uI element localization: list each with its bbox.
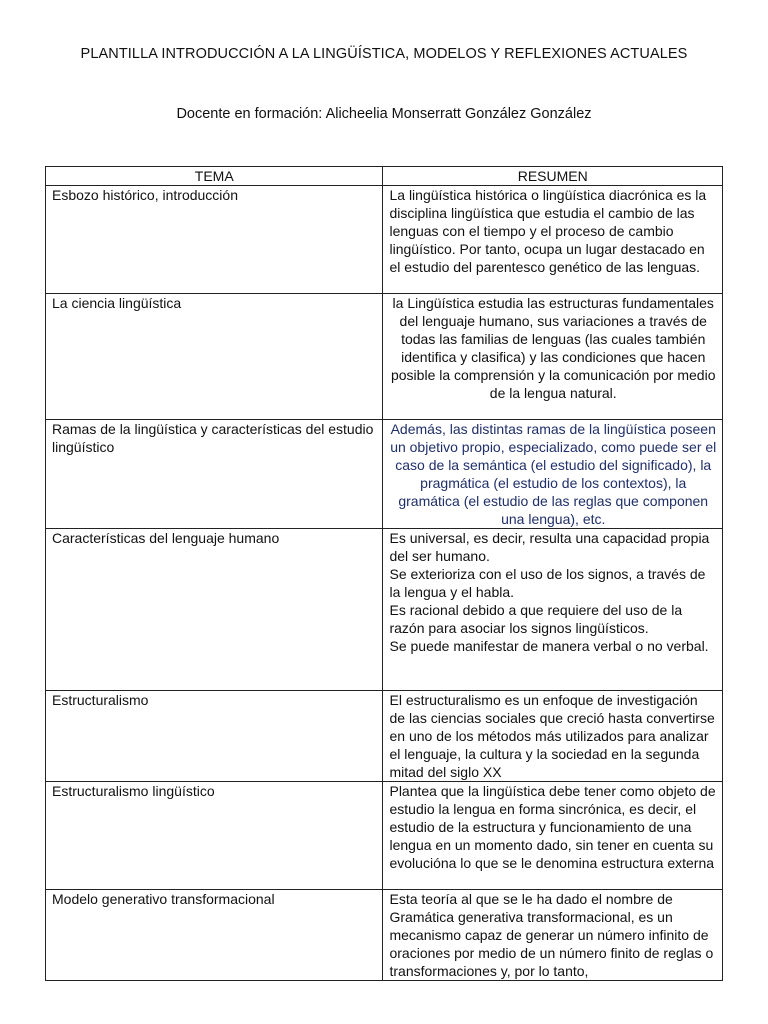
summary-cell: la Lingüística estudia las estructuras fundamentales del lenguaje humano, sus variaciones a través de todas las familias de lenguas (las cuales también identifica y clasifica) y las condiciones que hacen posible la comprensión y la comunicación por medio de la lengua natural. (383, 294, 723, 420)
summary-table (45, 166, 723, 981)
topic-cell: Estructuralismo (46, 691, 383, 782)
table-row (46, 420, 723, 529)
table-row (46, 294, 723, 420)
table-row (46, 890, 723, 981)
header-topic: TEMA (46, 167, 383, 186)
topic-cell: Estructuralismo lingüístico (46, 782, 383, 890)
table-row (46, 691, 723, 782)
summary-cell: Además, las distintas ramas de la lingüística poseen un objetivo propio, especializado, como puede ser el caso de la semántica (el estudio del significado), la pragmática (el estudio de los contextos), la gramática (el estudio de las reglas que componen una lengua), etc. (383, 420, 723, 529)
summary-line: Es universal, es decir, resulta una capacidad propia del ser humano. (389, 530, 710, 564)
summary-cell: Plantea que la lingüística debe tener como objeto de estudio la lengua en forma sincrónica, es decir, el estudio de la estructura y funcionamiento de una lengua en un momento dado, sin tener en cuenta su evolucióna lo que se le denomina estructura externa (383, 782, 723, 890)
table-row (46, 782, 723, 890)
summary-cell: El estructuralismo es un enfoque de investigación de las ciencias sociales que creció hasta convertirse en uno de los métodos más utilizados para analizar el lenguaje, la cultura y la sociedad en la segunda mitad del siglo XX (383, 691, 723, 782)
summary-line: Se exterioriza con el uso de los signos, a través de la lengua y el habla. (389, 566, 706, 600)
summary-line: Es racional debido a que requiere del uso de la razón para asociar los signos lingüísticos. (389, 602, 683, 636)
topic-cell: Modelo generativo transformacional (46, 890, 383, 981)
topic-cell: La ciencia lingüística (46, 294, 383, 420)
table-row (46, 186, 723, 294)
table-row (46, 529, 723, 691)
topic-cell: Ramas de la lingüística y características del estudio lingüístico (46, 420, 383, 529)
topic-cell: Características del lenguaje humano (46, 529, 383, 691)
summary-cell: La lingüística histórica o lingüística diacrónica es la disciplina lingüística que estudia el cambio de las lenguas con el tiempo y el proceso de cambio lingüístico. Por tanto, ocupa un lugar destacado en el estudio del parentesco genético de las lenguas. (383, 186, 723, 294)
table-header-row (46, 167, 723, 186)
topic-cell: Esbozo histórico, introducción (46, 186, 383, 294)
summary-line: Se puede manifestar de manera verbal o no verbal. (389, 638, 709, 654)
document-title: PLANTILLA INTRODUCCIÓN A LA LINGÜÍSTICA, MODELOS Y REFLEXIONES ACTUALES (80, 46, 688, 62)
header-summary: RESUMEN (383, 167, 723, 186)
summary-cell (383, 529, 723, 691)
document-subtitle: Docente en formación: Alicheelia Monserratt González González (176, 106, 592, 122)
summary-cell: Esta teoría al que se le ha dado el nombre de Gramática generativa transformacional, es un mecanismo capaz de generar un número infinito de oraciones por medio de un número finito de reglas o transformaciones y, por lo tanto, (383, 890, 723, 981)
